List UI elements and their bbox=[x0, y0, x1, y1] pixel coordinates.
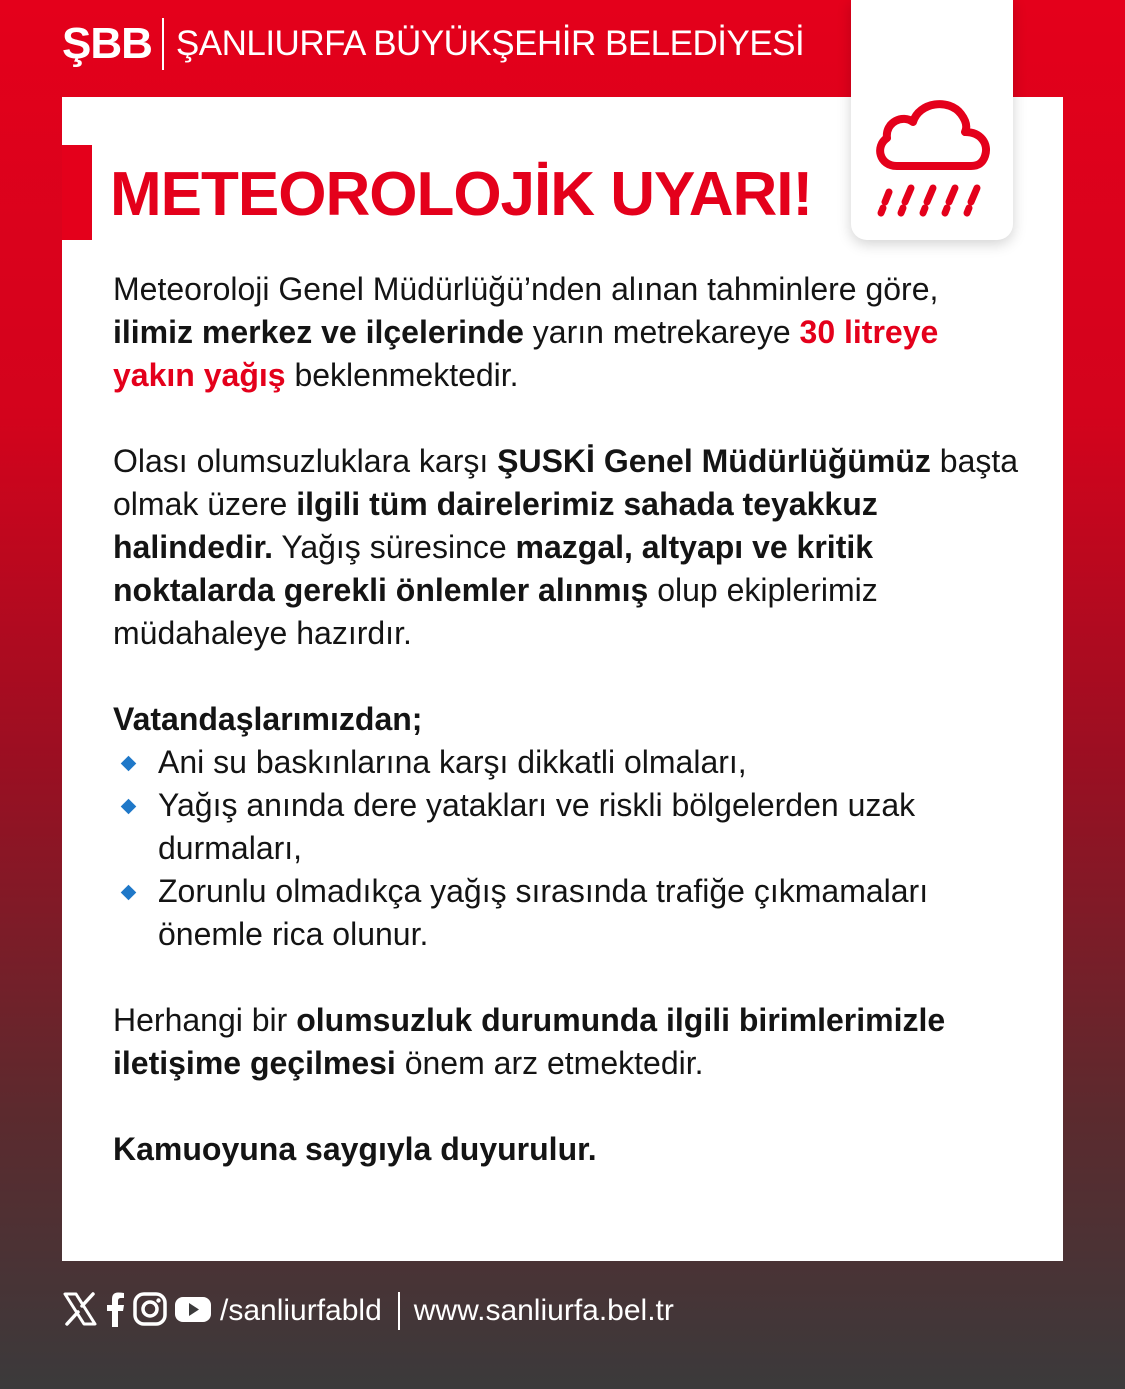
text: önem arz etmektedir. bbox=[395, 1045, 704, 1081]
footer bbox=[62, 1288, 674, 1334]
text: yarın metrekareye bbox=[523, 314, 800, 350]
text: olup ekiplerimiz müdahaleye hazırdır. bbox=[113, 572, 878, 651]
list-item bbox=[113, 741, 1023, 784]
advice-list bbox=[113, 741, 1023, 956]
list-item-text: Yağış anında dere yatakları ve riskli bölgelerden uzak durmaları, bbox=[158, 787, 916, 866]
list-heading: Vatandaşlarımızdan; bbox=[113, 701, 423, 737]
bold-text: ilimiz merkez ve ilçelerinde bbox=[113, 314, 524, 350]
announcement-body bbox=[113, 268, 1023, 1171]
text: Olası olumsuzluklara karşı bbox=[113, 443, 498, 479]
list-item bbox=[113, 784, 1023, 870]
bold-text: olumsuzluk durumunda ilgili birimlerimizle iletişime geçilmesi bbox=[113, 1002, 946, 1081]
highlight-text: 30 litreye yakın yağış bbox=[113, 314, 939, 393]
organization-name: ŞANLIURFA BÜYÜKŞEHİR BELEDİYESİ bbox=[175, 24, 805, 63]
paragraph-contact bbox=[113, 999, 1023, 1085]
list-item-text: Zorunlu olmadıkça yağış sırasında trafiğe çıkmamaları önemle rica olunur. bbox=[158, 873, 929, 952]
list-item-text: Ani su baskınlarına karşı dikkatli olmaları, bbox=[158, 744, 747, 780]
facebook-icon[interactable] bbox=[104, 1291, 126, 1332]
x-twitter-icon[interactable] bbox=[62, 1291, 98, 1332]
bold-text: mazgal, altyapı ve kritik noktalarda gerekli önlemler alınmış bbox=[113, 529, 874, 608]
text: Yağış süresince bbox=[273, 529, 516, 565]
text: başta olmak üzere bbox=[113, 443, 1019, 522]
youtube-icon[interactable] bbox=[174, 1291, 212, 1332]
diamond-bullet-icon bbox=[121, 756, 137, 772]
diamond-bullet-icon bbox=[121, 799, 137, 815]
paragraph-preparations bbox=[113, 440, 1023, 655]
page-title: METEOROLOJİK UYARI! bbox=[110, 160, 813, 229]
social-handle[interactable]: /sanliurfabld bbox=[220, 1294, 382, 1327]
sbb-logo: ŞBB bbox=[62, 19, 152, 68]
list-item bbox=[113, 870, 1023, 956]
footer-divider bbox=[398, 1292, 400, 1330]
closing-line: Kamuoyuna saygıyla duyurulur. bbox=[113, 1131, 597, 1167]
paragraph-forecast bbox=[113, 268, 1023, 397]
website-link[interactable]: www.sanliurfa.bel.tr bbox=[413, 1294, 674, 1327]
text: beklenmektedir. bbox=[285, 357, 519, 393]
text: Meteoroloji Genel Müdürlüğü’nden alınan tahminlere göre, bbox=[113, 271, 939, 307]
bold-text: ilgili tüm dairelerimiz sahada teyakkuz halindedir. bbox=[113, 486, 878, 565]
rain-cloud-icon bbox=[869, 92, 995, 222]
bold-text: ŞUSKİ Genel Müdürlüğümüz bbox=[497, 443, 931, 479]
diamond-bullet-icon bbox=[121, 885, 137, 901]
header-divider bbox=[162, 18, 164, 70]
weather-icon-tab bbox=[851, 0, 1013, 240]
instagram-icon[interactable] bbox=[132, 1291, 168, 1332]
text: Herhangi bir bbox=[113, 1002, 297, 1038]
title-accent-bar bbox=[62, 145, 92, 240]
header bbox=[62, 14, 804, 74]
